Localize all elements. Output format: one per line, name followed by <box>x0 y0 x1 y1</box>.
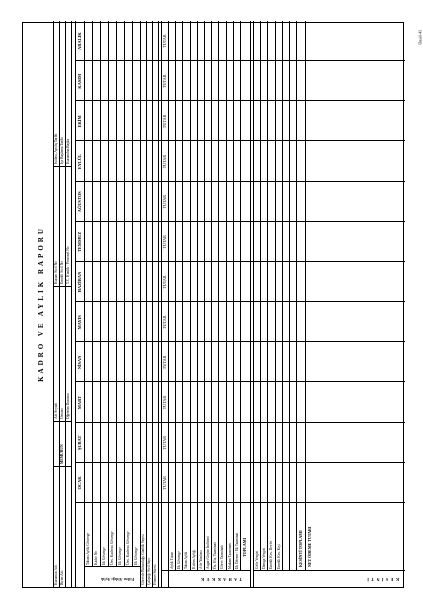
kesinti-row-line <box>289 21 290 571</box>
tutar-header: TUTAR <box>162 194 167 209</box>
tahakkuk-row-line <box>233 21 234 571</box>
kesinti-total-line <box>296 21 297 571</box>
month-header-mart: MART <box>76 395 82 410</box>
side-section-bottom <box>158 21 159 587</box>
month-header-ağustos: AĞUSTOS <box>76 191 82 213</box>
tahakkuk-total-line <box>240 21 241 571</box>
tutar-header: TUTAR <box>162 476 167 490</box>
tahakkuk-row-line <box>204 21 205 571</box>
tahakkuk-row-line <box>182 21 183 571</box>
month-header-temmuz: TEMMUZ <box>76 231 82 253</box>
tahakkuk-row-line <box>197 21 198 571</box>
tahakkuk-row-label: Asgari Geçim İndirimi <box>206 536 210 569</box>
upper-section-bottom <box>140 21 141 587</box>
header-col-line <box>53 286 71 287</box>
upper-row-label: Ek Gösterge <box>102 547 106 565</box>
tahakkuk-row-label: Aile Yardımı <box>198 550 203 569</box>
upper-row-line <box>100 21 101 567</box>
month-header-mayis: MAYIS <box>76 315 82 330</box>
upper-row-label: Ek Gösterge <box>134 547 138 565</box>
upper-row-label: Ünv. Kadrosu Gösterge <box>110 531 114 565</box>
tutar-header: TUTAR <box>162 315 167 330</box>
header-col-line <box>53 421 71 422</box>
tahakkuk-section-bottom <box>250 21 251 587</box>
tahakkuk-row-line <box>175 21 176 571</box>
header-mid-label: MEMURUN <box>60 444 64 464</box>
kesinti-row-label: Damga Vergisi <box>262 547 267 569</box>
header-left-label: Birim Adı <box>60 570 64 585</box>
kesinti-row-label: Emekli Kes. Kişi <box>276 544 281 569</box>
tahakkuk-row-line <box>218 21 219 571</box>
header-right-field: Kurumdan Başka <box>66 138 70 164</box>
header-mid-field: Öğrenim Durumu <box>66 393 70 419</box>
tutar-header: TUTAR <box>162 435 167 450</box>
tutar-row-line <box>168 21 169 587</box>
header-row-line <box>59 21 60 587</box>
tahakkuk-row-label: Ek Ödeme / Ek Tazminat <box>234 532 239 569</box>
upper-row-label: Tabanı Aylık Gösterge <box>86 532 90 565</box>
tahakkuk-row-line <box>211 21 212 571</box>
tahakkuk-row-label: Aylık Tutarı <box>170 551 174 569</box>
kesinti-row-line <box>260 21 261 571</box>
kesinti-side-label: KESİNTİ <box>364 577 399 582</box>
tahakkuk-row-label: Kıdem Aylığı <box>191 549 196 569</box>
side-row-line <box>146 21 147 587</box>
month-header-ni̇san: NİSAN <box>76 355 82 370</box>
tahakkuk-row-label: Görev Tazminatı <box>220 544 225 569</box>
tutar-header: TUTAR <box>162 154 167 169</box>
side-row-label: Çalıştığı Sicil Sayı <box>147 558 151 585</box>
side-row-line <box>152 21 153 587</box>
kesinti-row-label: Emekli Kes. Devlet <box>269 540 274 569</box>
tahakkuk-side-label: TAHAKKUK <box>198 577 242 582</box>
upper-row-line <box>92 21 93 567</box>
month-header-aralik: ARALIK <box>76 32 82 50</box>
upper-row-label: Kadro No <box>94 550 98 565</box>
upper-row-line <box>108 21 109 567</box>
kesinti-section-top <box>253 21 254 587</box>
upper-row-line <box>124 21 125 567</box>
header-mid-field: Ünvanı <box>60 408 64 419</box>
kesinti-total-label: KESİNTİ TOPLAMI <box>297 530 303 567</box>
upper-row-line <box>132 21 133 567</box>
month-header-hazi̇ran: HAZİRAN <box>76 271 82 293</box>
form-code: Ünsel-41 <box>418 30 423 45</box>
kesinti-side-divider <box>253 570 405 571</box>
tutar-header: TUTAR <box>162 355 167 370</box>
kesinti-row-label: Gelir Vergisi <box>255 550 259 569</box>
header-top-line <box>53 21 54 587</box>
tutar-header: TUTAR <box>162 275 167 289</box>
tahakkuk-total-label: TOPLAMI <box>242 537 247 557</box>
kesinti-row-line <box>282 21 283 571</box>
header-right-mid-field: Kurum Sicil No <box>54 261 58 284</box>
net-payment-label: NET ÖDEME TUTARI <box>306 526 312 567</box>
header-col-line <box>53 166 71 167</box>
month-header-eylül: EYLÜL <box>76 154 82 170</box>
tahakkuk-row-label: Taban Aylık <box>184 551 189 569</box>
rotated-form <box>22 22 404 588</box>
side-row-label: Hizmet Süresi <box>153 564 157 585</box>
upper-row-line <box>116 21 117 567</box>
header-right-field: İşe Başlama Tarihi <box>60 137 64 164</box>
header-mid-field: Adı Soyadı <box>54 402 58 419</box>
tutar-header: TUTAR <box>162 235 167 249</box>
tahakkuk-row-line <box>190 21 191 571</box>
tahakkuk-row-label: Makam Tazminatı <box>227 542 232 569</box>
net-row-line <box>305 21 306 571</box>
header-right-mid-field: T.C. Kimlik / Personel No <box>66 246 70 284</box>
side-row-label: Görevde Bulunduğu Günlük Sayısı <box>141 534 145 585</box>
tutar-header: TUTAR <box>162 114 167 129</box>
header-row-line <box>71 21 72 587</box>
form-title: KADRO VE AYLIK RAPORU <box>37 226 45 382</box>
month-header-kasim: KASIM <box>76 73 82 89</box>
form-frame <box>22 22 404 588</box>
upper-group-label: Fiilen Aldığı Aylık <box>100 577 134 581</box>
tahakkuk-row-label: Öz. Hiz. Tazminatı <box>213 541 218 569</box>
header-row-line <box>65 21 66 587</box>
month-header-ocak: OCAK <box>76 476 82 490</box>
tahakkuk-row-line <box>226 21 227 571</box>
month-header-şubat: ŞUBAT <box>76 435 82 450</box>
month-header-eki̇m: EKİM <box>76 115 82 128</box>
header-right-field: İstifası, Ayrılış Tarihi <box>54 133 58 164</box>
tahakkuk-row-label: Ek Gösterge <box>177 551 182 569</box>
kesinti-row-line <box>267 21 268 571</box>
header-col-line <box>53 466 71 467</box>
header-left-label: Kurumun Adı <box>54 565 58 585</box>
tutar-header: TUTAR <box>162 395 167 410</box>
upper-row-label: Ünv. Kadrosu Gösterge <box>126 531 130 565</box>
kesinti-row-line <box>275 21 276 571</box>
tutar-header: TUTAR <box>162 34 167 48</box>
tutar-header: TUTAR <box>162 74 167 89</box>
header-right-mid-field: Emekli Sicil No <box>60 260 64 284</box>
upper-row-label: Ek Gösterge <box>118 547 122 565</box>
